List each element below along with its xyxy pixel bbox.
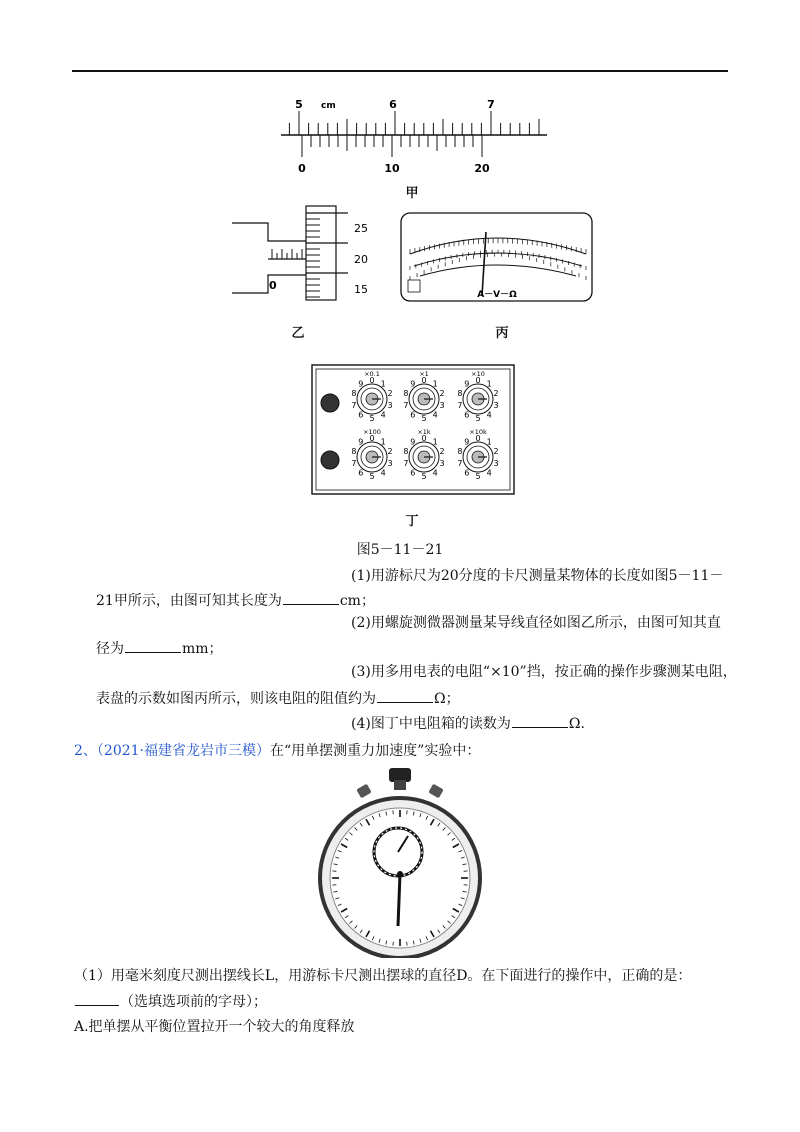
- resistance-box-digit: 7: [403, 458, 409, 468]
- vernier-sub-label-0: 0: [298, 162, 306, 175]
- q2-option-a: A.把单摆从平衡位置拉开一个较大的角度释放: [74, 1019, 355, 1035]
- q1-part1-line1: (1)用游标尺为20分度的卡尺测量某物体的长度如图5－11－: [351, 568, 724, 584]
- micrometer-thimble-25: 25: [354, 222, 368, 235]
- stopwatch-second-hand: [398, 874, 400, 926]
- q1-part3-line2: 表盘的示数如图丙所示，则该电阻的阻值约为 Ω；: [96, 688, 460, 709]
- resistance-box-digit: 9: [410, 379, 416, 389]
- resistance-box-digit: 9: [358, 379, 364, 389]
- resistance-box-digit: 8: [351, 447, 357, 457]
- vernier-main-label-5: 5: [295, 98, 303, 111]
- resistance-box-digit: 3: [439, 400, 445, 410]
- vernier-figure-label: 甲: [405, 186, 419, 201]
- micrometer-sleeve-ticks: [272, 249, 302, 259]
- resistance-box-digit: 6: [410, 468, 416, 478]
- resistance-box-digit: 0: [475, 434, 481, 443]
- resistance-box-figure-label: 丁: [405, 514, 419, 529]
- resistance-box-digit: 8: [457, 447, 463, 457]
- resistance-box-digit: 8: [351, 389, 357, 399]
- stopwatch-figure: [318, 766, 482, 958]
- resistance-box-digit: 9: [464, 379, 470, 389]
- resistance-box-digit: 1: [380, 379, 386, 389]
- resistance-box-multiplier: ×100: [363, 428, 381, 436]
- resistance-box-digit: 1: [486, 437, 492, 447]
- resistance-box-multiplier: ×1k: [417, 428, 431, 436]
- resistance-box-digit: 5: [475, 472, 481, 481]
- resistance-box-digit: 5: [421, 414, 427, 423]
- q2-number: 2、: [74, 743, 97, 759]
- resistance-box-digit: 4: [380, 468, 386, 478]
- resistance-box-digit: 2: [387, 447, 393, 457]
- answer-blank-5[interactable]: [75, 991, 119, 1006]
- resistance-box-digit: 5: [369, 414, 375, 423]
- resistance-box-digit: 0: [421, 434, 427, 443]
- multimeter-face-label: A－V－Ω: [477, 290, 517, 300]
- resistance-box-digit: 5: [421, 472, 427, 481]
- resistance-box-digit: 7: [403, 400, 409, 410]
- resistance-box-digit: 6: [358, 410, 364, 420]
- resistance-box-multiplier: ×10k: [469, 428, 487, 436]
- resistance-box-digit: 6: [464, 410, 470, 420]
- resistance-box-digit: 1: [432, 437, 438, 447]
- resistance-box-digit: 8: [403, 447, 409, 457]
- vernier-main-scale-ticks: [289, 111, 539, 135]
- resistance-box-digit: 3: [493, 400, 499, 410]
- micrometer-thimble-15: 15: [354, 283, 368, 296]
- resistance-box-digit: 0: [369, 434, 375, 443]
- resistance-box-digit: 4: [432, 468, 438, 478]
- answer-blank-2[interactable]: [125, 638, 181, 653]
- answer-blank-4[interactable]: [512, 713, 568, 728]
- resistance-box-digit: 2: [439, 389, 445, 399]
- resistance-box-digit: 3: [493, 458, 499, 468]
- answer-blank-3[interactable]: [377, 688, 433, 703]
- resistance-box-digit: 3: [387, 400, 393, 410]
- resistance-box-digit: 1: [432, 379, 438, 389]
- resistance-box-digit: 9: [464, 437, 470, 447]
- q2-sub1-line1: （1）用毫米刻度尺测出摆线长L，用游标卡尺测出摆球的直径D。在下面进行的操作中，正确的是：: [74, 968, 692, 984]
- micrometer-figure: [228, 203, 378, 303]
- vernier-unit-label: cm: [321, 101, 336, 111]
- vernier-sub-label-10: 10: [384, 162, 400, 175]
- resistance-box-digit: 7: [457, 400, 463, 410]
- multimeter-figure-label: 丙: [495, 326, 509, 341]
- resistance-box-digit: 4: [380, 410, 386, 420]
- resistance-box-digit: 0: [369, 376, 375, 385]
- vernier-sub-label-20: 20: [474, 162, 490, 175]
- q2-source: （2021·福建省龙岩市三模）: [96, 743, 271, 759]
- resistance-box-digit: 9: [358, 437, 364, 447]
- q1-part2-line2: 径为 mm；: [96, 638, 223, 659]
- resistance-box-digit: 8: [457, 389, 463, 399]
- resistance-box-digit: 2: [387, 389, 393, 399]
- q2-stem: 在“用单摆测重力加速度”实验中：: [270, 743, 481, 759]
- vernier-vernier-scale-ticks: [302, 135, 482, 157]
- micrometer-figure-label: 乙: [291, 326, 305, 341]
- resistance-box-digit: 6: [464, 468, 470, 478]
- q2-header: [74, 741, 480, 761]
- resistance-box-digit: 7: [351, 458, 357, 468]
- resistance-box-digit: 3: [439, 458, 445, 468]
- resistance-box-digit: 6: [410, 410, 416, 420]
- resistance-box-digit: 7: [457, 458, 463, 468]
- q1-part3-line1: (3)用多用电表的电阻“×10”挡，按正确的操作步骤测某电阻，: [351, 664, 737, 680]
- vernier-caliper-figure: [275, 95, 555, 177]
- micrometer-thimble-20: 20: [354, 253, 368, 266]
- resistance-box-digit: 0: [421, 376, 427, 385]
- resistance-box-digit: 1: [380, 437, 386, 447]
- resistance-box-digit: 4: [486, 410, 492, 420]
- answer-blank-1[interactable]: [283, 590, 339, 605]
- resistance-box-digit: 5: [369, 472, 375, 481]
- resistance-box-digit: 4: [486, 468, 492, 478]
- resistance-box-digit: 9: [410, 437, 416, 447]
- resistance-box-digit: 0: [475, 376, 481, 385]
- q1-part4-line1: (4)图丁中电阻箱的读数为 Ω.: [351, 713, 585, 734]
- resistance-box-digit: 6: [358, 468, 364, 478]
- top-rule: [72, 70, 728, 72]
- resistance-box-digit: 1: [486, 379, 492, 389]
- resistance-box-multiplier: ×0.1: [364, 370, 380, 378]
- resistance-box-digit: 2: [493, 389, 499, 399]
- resistance-box-digit: 5: [475, 414, 481, 423]
- q1-part2-line1: (2)用螺旋测微器测量某导线直径如图乙所示，由图可知其直: [351, 615, 721, 631]
- resistance-box-multiplier: ×1: [419, 370, 429, 378]
- resistance-box-digit: 2: [439, 447, 445, 457]
- resistance-box-multiplier: ×10: [471, 370, 485, 378]
- micrometer-sleeve-zero: 0: [269, 279, 277, 292]
- resistance-box-digit: 4: [432, 410, 438, 420]
- resistance-box-digit: 7: [351, 400, 357, 410]
- vernier-main-label-7: 7: [487, 98, 495, 111]
- multimeter-figure: [398, 210, 596, 306]
- q2-sub1-line2: （选填选项前的字母）；: [74, 991, 267, 1012]
- resistance-box-figure: [310, 363, 516, 496]
- resistance-box-digit: 2: [493, 447, 499, 457]
- figure-caption: 图5－11－21: [356, 542, 444, 558]
- resistance-box-digit: 3: [387, 458, 393, 468]
- vernier-main-label-6: 6: [389, 98, 397, 111]
- q1-part1-line2: 21甲所示，由图可知其长度为 cm；: [96, 590, 375, 611]
- resistance-box-digit: 8: [403, 389, 409, 399]
